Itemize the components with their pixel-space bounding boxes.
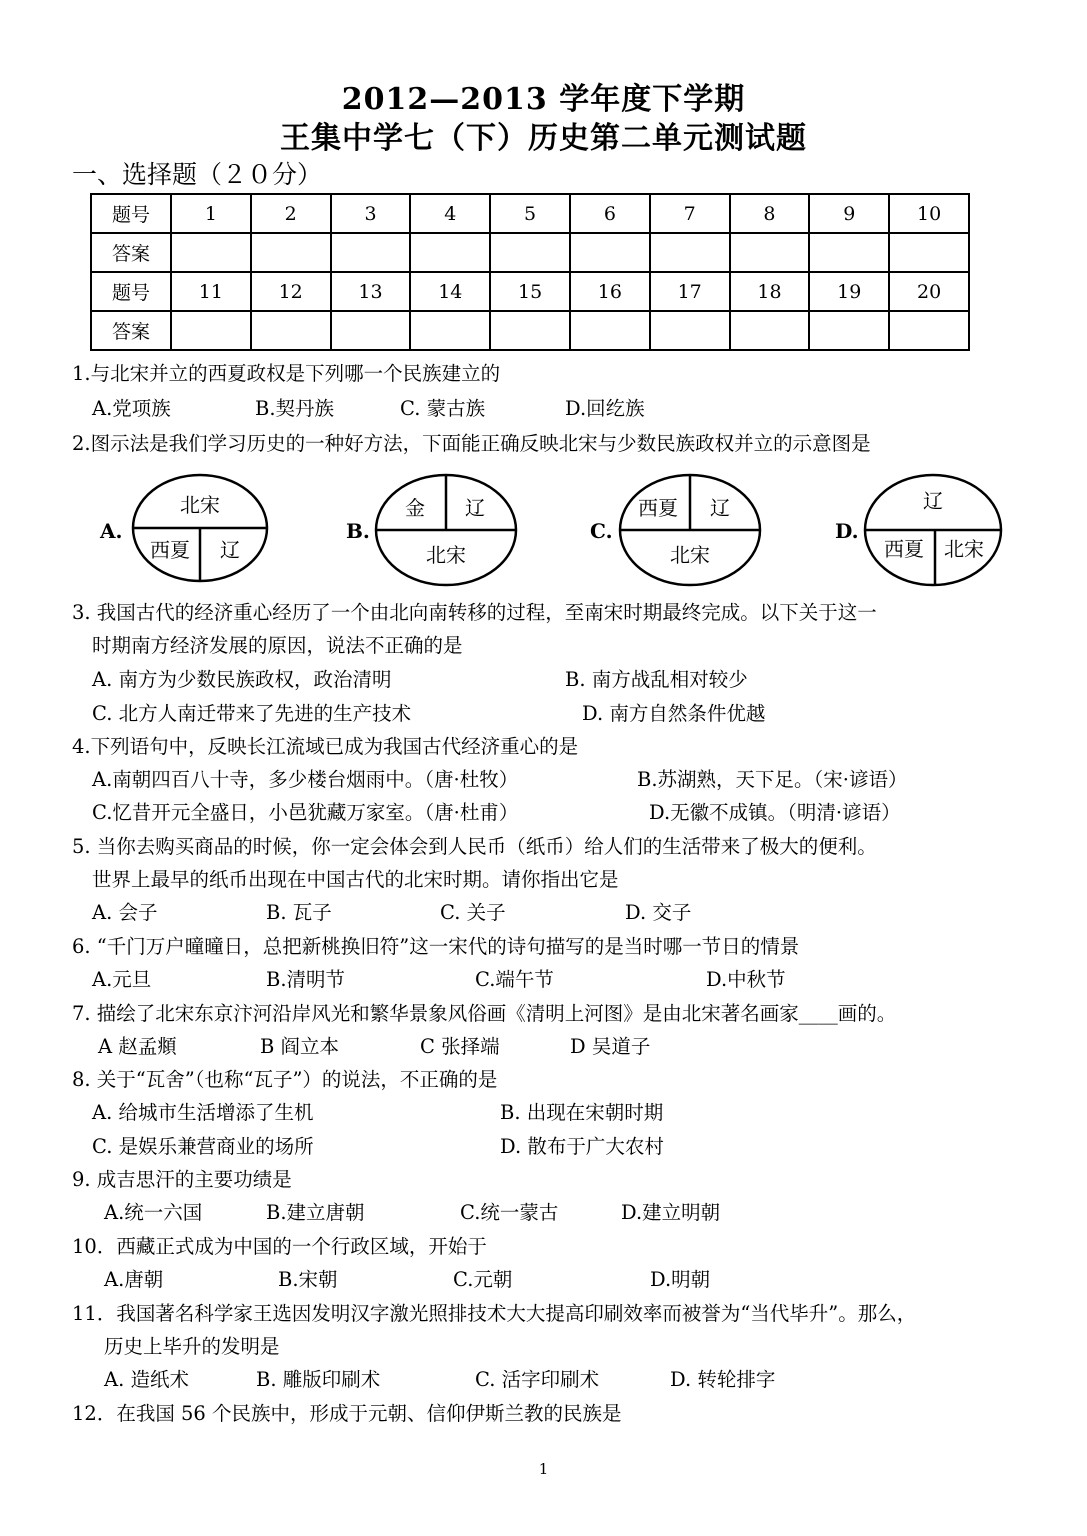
answer-cell[interactable] — [251, 311, 331, 350]
diagram-b-letter: B. — [346, 519, 370, 543]
option-a: A. 给城市生活增添了生机 — [92, 1101, 314, 1124]
question-number-cell: 14 — [410, 272, 490, 311]
question-3-stem-2: 时期南方经济发展的原因，说法不正确的是 — [92, 634, 463, 657]
question-11-stem-2: 历史上毕升的发明是 — [104, 1335, 280, 1358]
question-5-stem-2: 世界上最早的纸币出现在中国古代的北宋时期。请你指出它是 — [92, 868, 619, 891]
option-d: D. 交子 — [625, 901, 692, 924]
answer-cell[interactable] — [730, 311, 810, 350]
option-b: B. 南方战乱相对较少 — [565, 668, 748, 691]
answer-cell[interactable] — [331, 311, 411, 350]
option-d: D.明朝 — [650, 1268, 711, 1291]
option-d: D.建立明朝 — [621, 1201, 721, 1224]
option-b: B. 瓦子 — [266, 901, 332, 924]
question-3-stem: 3. 我国古代的经济重心经历了一个由北向南转移的过程，至南宋时期最终完成。以下关于这一 — [72, 601, 877, 624]
question-number-cell: 7 — [650, 194, 730, 233]
diagram-a-label-2: 西夏 — [150, 538, 190, 562]
diagram-a-label-3: 辽 — [220, 538, 240, 562]
option-d: D.中秋节 — [706, 968, 786, 991]
option-c: C.统一蒙古 — [460, 1201, 559, 1224]
question-3-options-row-1 — [0, 664, 1087, 692]
diagram-c-label-3: 北宋 — [670, 543, 710, 567]
option-d: D.无徽不成镇。（明清·谚语） — [649, 801, 901, 824]
option-d: D. 散布于广大农村 — [500, 1135, 664, 1158]
question-1-options — [0, 393, 1087, 421]
answer-cell[interactable] — [809, 233, 889, 272]
row-label: 答案 — [91, 311, 171, 350]
question-4-stem: 4.下列语句中，反映长江流域已成为我国古代经济重心的是 — [72, 735, 579, 758]
answer-cell[interactable] — [410, 311, 490, 350]
option-c: C. 北方人南迁带来了先进的生产技术 — [92, 702, 412, 725]
option-b: B.建立唐朝 — [266, 1201, 365, 1224]
option-a: A.统一六国 — [104, 1201, 203, 1224]
option-d: D.回纥族 — [565, 397, 645, 420]
row-label: 题号 — [91, 272, 171, 311]
row-label: 答案 — [91, 233, 171, 272]
question-number-cell: 15 — [490, 272, 570, 311]
diagram-d-label-3: 北宋 — [944, 537, 984, 561]
option-c: C 张择端 — [420, 1035, 500, 1058]
question-6-stem: 6. “千门万户曈曈日，总把新桃换旧符”这一宋代的诗句描写的是当时哪一节日的情景 — [72, 935, 800, 958]
diagram-b-label-1: 金 — [405, 496, 425, 520]
diagram-b-label-3: 北宋 — [426, 543, 466, 567]
diagram-a-letter: A. — [100, 519, 123, 543]
answer-cell[interactable] — [171, 233, 251, 272]
section-heading-choice: 一、选择题（２０分） — [72, 160, 323, 189]
option-a: A 赵孟頫 — [98, 1035, 177, 1058]
question-number-cell: 10 — [889, 194, 969, 233]
question-12-stem: 12．在我国 56 个民族中，形成于元朝、信仰伊斯兰教的民族是 — [72, 1402, 622, 1425]
question-4-options-row-2 — [0, 797, 1087, 825]
question-number-cell: 5 — [490, 194, 570, 233]
answer-cell[interactable] — [889, 311, 969, 350]
question-number-cell: 11 — [171, 272, 251, 311]
question-number-cell: 13 — [331, 272, 411, 311]
option-b: B.苏湖熟，天下足。（宋·谚语） — [637, 768, 908, 791]
option-b: B. 出现在宋朝时期 — [500, 1101, 664, 1124]
option-a: A.元旦 — [92, 968, 152, 991]
question-number-cell: 12 — [251, 272, 331, 311]
question-number-cell: 4 — [410, 194, 490, 233]
question-2-stem: 2.图示法是我们学习历史的一种好方法，下面能正确反映北宋与少数民族政权并立的示意图是 — [72, 432, 871, 455]
title-line-1: 2012—2013 学年度下学期 — [341, 82, 746, 117]
answer-table-row-answers-1 — [91, 233, 969, 272]
diagram-c — [620, 475, 760, 585]
answer-cell[interactable] — [570, 233, 650, 272]
answer-cell[interactable] — [410, 233, 490, 272]
option-a: A.党项族 — [92, 397, 171, 420]
question-10-stem: 10．西藏正式成为中国的一个行政区域，开始于 — [72, 1235, 487, 1258]
diagram-d-letter: D. — [835, 519, 859, 543]
question-number-cell: 16 — [570, 272, 650, 311]
question-number-cell: 6 — [570, 194, 650, 233]
option-c: C. 关子 — [440, 901, 506, 924]
answer-cell[interactable] — [730, 233, 810, 272]
page-number: 1 — [538, 1460, 549, 1478]
question-number-cell: 17 — [650, 272, 730, 311]
question-number-cell: 2 — [251, 194, 331, 233]
question-number-cell: 18 — [730, 272, 810, 311]
answer-cell[interactable] — [490, 233, 570, 272]
question-8-options-row-2 — [0, 1131, 1087, 1159]
question-11-stem: 11．我国著名科学家王选因发明汉字激光照排技术大大提高印刷效率而被誉为“当代毕升”。那么， — [72, 1302, 917, 1325]
answer-cell[interactable] — [331, 233, 411, 272]
answer-cell[interactable] — [251, 233, 331, 272]
row-label: 题号 — [91, 194, 171, 233]
question-number-cell: 1 — [171, 194, 251, 233]
question-7-options — [0, 1031, 1087, 1059]
option-c: C.端午节 — [475, 968, 554, 991]
answer-cell[interactable] — [171, 311, 251, 350]
option-d: D. 南方自然条件优越 — [582, 702, 766, 725]
option-a: A.唐朝 — [104, 1268, 164, 1291]
question-number-cell: 8 — [730, 194, 810, 233]
diagram-d — [865, 475, 1001, 585]
option-c: C. 是娱乐兼营商业的场所 — [92, 1135, 314, 1158]
answer-table-row-numbers-1 — [91, 194, 969, 233]
question-4-options-row-1 — [0, 764, 1087, 792]
answer-cell[interactable] — [889, 233, 969, 272]
question-number-cell: 9 — [809, 194, 889, 233]
question-9-stem: 9. 成吉思汗的主要功绩是 — [72, 1168, 292, 1191]
diagram-c-label-1: 西夏 — [638, 496, 678, 520]
option-b: B 阎立本 — [260, 1035, 340, 1058]
answer-cell[interactable] — [490, 311, 570, 350]
diagram-b-label-2: 辽 — [465, 496, 485, 520]
question-5-stem: 5. 当你去购买商品的时候，你一定会体会到人民币（纸币）给人们的生活带来了极大的便利。 — [72, 835, 877, 858]
answer-cell[interactable] — [650, 233, 730, 272]
question-3-options-row-2 — [0, 698, 1087, 726]
option-c: C. 活字印刷术 — [475, 1368, 600, 1391]
diagram-a-label-1: 北宋 — [180, 493, 220, 517]
diagram-c-letter: C. — [590, 519, 613, 543]
answer-table — [90, 193, 970, 351]
question-5-options — [0, 897, 1087, 925]
question-8-options-row-1 — [0, 1097, 1087, 1125]
question-8-stem: 8. 关于“瓦舍”（也称“瓦子”）的说法，不正确的是 — [72, 1068, 498, 1091]
question-9-options — [0, 1197, 1087, 1225]
question-number-cell: 3 — [331, 194, 411, 233]
option-a: A. 造纸术 — [104, 1368, 189, 1391]
question-7-stem: 7. 描绘了北宋东京汴河沿岸风光和繁华景象风俗画《清明上河图》是由北宋著名画家____画的。 — [72, 1002, 897, 1025]
question-11-options — [0, 1364, 1087, 1392]
question-number-cell: 19 — [809, 272, 889, 311]
answer-cell[interactable] — [809, 311, 889, 350]
question-6-options — [0, 964, 1087, 992]
diagram-d-label-2: 西夏 — [884, 537, 924, 561]
question-10-options — [0, 1264, 1087, 1292]
answer-table-row-answers-2 — [91, 311, 969, 350]
diagram-d-label-1: 辽 — [923, 489, 943, 513]
answer-cell[interactable] — [570, 311, 650, 350]
option-a: A. 会子 — [92, 901, 158, 924]
title-line-2: 王集中学七（下）历史第二单元测试题 — [280, 121, 807, 156]
option-b: B.宋朝 — [278, 1268, 338, 1291]
option-c: C.忆昔开元全盛日，小邑犹藏万家室。（唐·杜甫） — [92, 801, 519, 824]
option-c: C. 蒙古族 — [400, 397, 486, 420]
option-b: B.契丹族 — [255, 397, 335, 420]
option-b: B.清明节 — [266, 968, 346, 991]
option-a: A. 南方为少数民族政权，政治清明 — [92, 668, 392, 691]
option-d: D 吴道子 — [570, 1035, 651, 1058]
option-d: D. 转轮排字 — [670, 1368, 776, 1391]
question-2-diagrams — [90, 470, 1010, 592]
answer-table-row-numbers-2 — [91, 272, 969, 311]
question-1-stem: 1.与北宋并立的西夏政权是下列哪一个民族建立的 — [72, 362, 501, 385]
answer-cell[interactable] — [650, 311, 730, 350]
option-c: C.元朝 — [453, 1268, 513, 1291]
diagram-b — [376, 475, 516, 585]
question-number-cell: 20 — [889, 272, 969, 311]
option-b: B. 雕版印刷术 — [256, 1368, 381, 1391]
option-a: A.南朝四百八十寺，多少楼台烟雨中。（唐·杜牧） — [92, 768, 519, 791]
diagram-a — [133, 475, 267, 581]
diagram-c-label-2: 辽 — [710, 496, 730, 520]
